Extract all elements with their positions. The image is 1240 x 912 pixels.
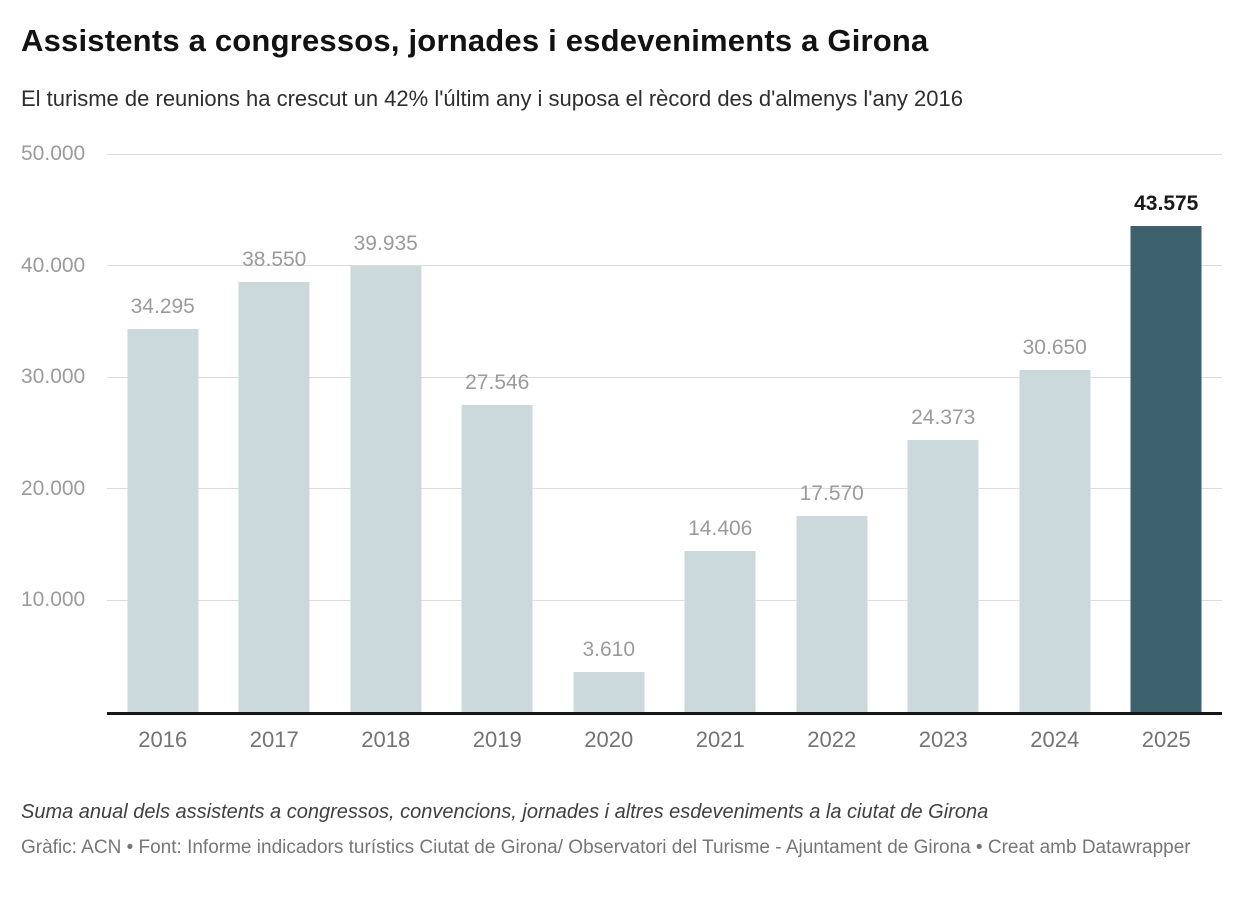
bar-value-label: 14.406: [688, 517, 753, 541]
bar-value-label: 39.935: [353, 232, 418, 256]
bar-2018[interactable]: [350, 266, 421, 712]
bar-2023[interactable]: [908, 440, 979, 712]
bar-value-label: 30.650: [1022, 335, 1087, 359]
y-axis-tick-label: 20.000: [21, 476, 86, 500]
x-axis-baseline: [107, 712, 1222, 715]
gridline: [107, 154, 1222, 155]
y-axis-tick-label: 40.000: [21, 253, 86, 277]
x-axis-label: 2024: [1030, 727, 1080, 752]
bar-value-label: 43.575: [1134, 191, 1199, 215]
page-title: Assistents a congressos, jornades i esdeveniments a Girona: [21, 23, 929, 58]
x-axis-label: 2023: [918, 727, 968, 752]
plot-area: [107, 154, 1222, 712]
y-axis-tick-label: 30.000: [21, 365, 86, 389]
chart-note: Suma anual dels assistents a congressos, convencions, jornades i altres esdeveniments a la ciutat de Girona: [21, 801, 989, 823]
x-axis-label: 2018: [361, 727, 411, 752]
x-axis-label: 2017: [249, 727, 299, 752]
bar-2021[interactable]: [685, 551, 756, 712]
bar-2024[interactable]: [1019, 370, 1090, 712]
bar-2017[interactable]: [239, 282, 310, 712]
bar-2016[interactable]: [127, 329, 198, 712]
bar-value-label: 34.295: [130, 295, 195, 319]
bar-2020[interactable]: [573, 672, 644, 712]
x-axis-label: 2022: [807, 727, 857, 752]
bar-value-label: 38.550: [242, 247, 307, 271]
bar-value-label: 3.610: [582, 637, 636, 661]
bar-2025[interactable]: [1131, 226, 1202, 712]
x-axis-label: 2025: [1141, 727, 1191, 752]
chart-subtitle: El turisme de reunions ha crescut un 42% l'últim any i suposa el rècord des d'almenys l'any 2016: [21, 86, 963, 111]
x-axis-label: 2016: [138, 727, 188, 752]
x-axis: [107, 727, 1222, 755]
chart-byline: Gràfic: ACN • Font: Informe indicadors turístics Ciutat de Girona/ Observatori del Turisme - Ajuntament de Girona • Creat amb Datawrapper: [21, 837, 1191, 858]
bar-value-label: 24.373: [911, 406, 976, 429]
bar-value-label: 27.546: [465, 370, 530, 394]
chart-area: [21, 143, 1222, 755]
x-axis-label: 2021: [695, 727, 745, 752]
bar-2019[interactable]: [462, 405, 533, 712]
bar-2022[interactable]: [796, 516, 867, 712]
y-axis-tick-label: 50.000: [21, 142, 86, 165]
x-axis-label: 2020: [584, 727, 634, 752]
y-axis-tick-label: 10.000: [21, 588, 86, 612]
bar-value-label: 17.570: [799, 481, 864, 505]
x-axis-label: 2019: [472, 727, 522, 752]
